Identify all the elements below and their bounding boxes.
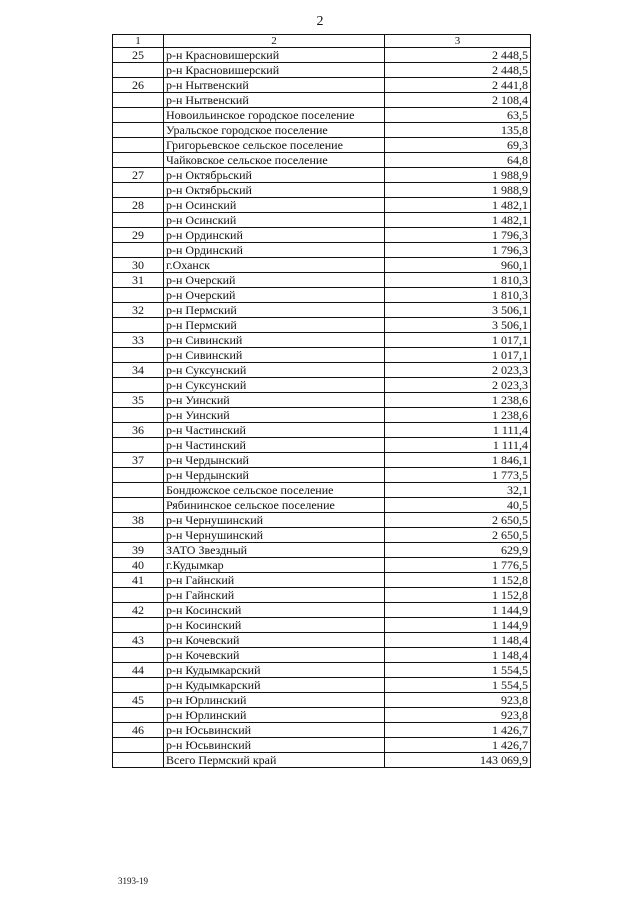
amount-cell: 923,8: [385, 693, 531, 708]
table-row: [113, 183, 531, 198]
territory-name-cell: Всего Пермский край: [164, 753, 385, 768]
territory-name-cell: р-н Пермский: [164, 318, 385, 333]
territory-name-cell: р-н Красновишерский: [164, 48, 385, 63]
territory-name-cell: р-н Октябрьский: [164, 168, 385, 183]
header-col-2: 2: [164, 35, 385, 48]
table-row: [113, 408, 531, 423]
row-number-cell: 41: [113, 573, 164, 588]
territory-name-cell: г.Оханск: [164, 258, 385, 273]
territory-name-cell: р-н Уинский: [164, 408, 385, 423]
amount-cell: 1 148,4: [385, 633, 531, 648]
row-number-cell: 40: [113, 558, 164, 573]
row-number-cell: [113, 708, 164, 723]
amount-cell: 63,5: [385, 108, 531, 123]
table-row: [113, 108, 531, 123]
table-row: [113, 303, 531, 318]
amount-cell: 1 796,3: [385, 243, 531, 258]
amount-cell: 923,8: [385, 708, 531, 723]
table-row: [113, 318, 531, 333]
row-number-cell: 26: [113, 78, 164, 93]
table-row: [113, 648, 531, 663]
table-row: [113, 258, 531, 273]
table-row: [113, 168, 531, 183]
territory-name-cell: р-н Чернушинский: [164, 528, 385, 543]
table-row: [113, 723, 531, 738]
amount-cell: 3 506,1: [385, 303, 531, 318]
table-row: [113, 78, 531, 93]
territory-name-cell: р-н Ординский: [164, 228, 385, 243]
territory-name-cell: р-н Гайнский: [164, 573, 385, 588]
territory-name-cell: Уральское городское поселение: [164, 123, 385, 138]
table-row: [113, 273, 531, 288]
territory-name-cell: р-н Осинский: [164, 213, 385, 228]
territory-name-cell: р-н Частинский: [164, 423, 385, 438]
territory-name-cell: р-н Юрлинский: [164, 708, 385, 723]
row-number-cell: 39: [113, 543, 164, 558]
amount-cell: 1 238,6: [385, 393, 531, 408]
table-row: [113, 243, 531, 258]
amount-cell: 1 426,7: [385, 723, 531, 738]
amount-cell: 2 108,4: [385, 93, 531, 108]
territory-name-cell: р-н Чердынский: [164, 453, 385, 468]
territory-name-cell: р-н Косинский: [164, 603, 385, 618]
row-number-cell: 25: [113, 48, 164, 63]
row-number-cell: [113, 588, 164, 603]
territory-name-cell: р-н Нытвенский: [164, 78, 385, 93]
row-number-cell: 46: [113, 723, 164, 738]
amount-cell: 1 148,4: [385, 648, 531, 663]
amount-cell: 2 650,5: [385, 528, 531, 543]
amount-cell: 40,5: [385, 498, 531, 513]
amount-cell: 1 017,1: [385, 348, 531, 363]
territory-name-cell: Новоильинское городское поселение: [164, 108, 385, 123]
table-row: [113, 528, 531, 543]
table-row: [113, 753, 531, 768]
table-row: [113, 198, 531, 213]
territory-name-cell: р-н Кочевский: [164, 633, 385, 648]
amount-cell: 1 810,3: [385, 273, 531, 288]
row-number-cell: 33: [113, 333, 164, 348]
row-number-cell: 34: [113, 363, 164, 378]
amount-cell: 1 111,4: [385, 423, 531, 438]
territory-name-cell: р-н Косинский: [164, 618, 385, 633]
row-number-cell: [113, 243, 164, 258]
amount-cell: 1 554,5: [385, 678, 531, 693]
row-number-cell: [113, 648, 164, 663]
row-number-cell: [113, 483, 164, 498]
page-number: 2: [316, 14, 324, 29]
row-number-cell: 37: [113, 453, 164, 468]
table-row: [113, 468, 531, 483]
header-row: [113, 35, 531, 48]
amount-cell: 1 111,4: [385, 438, 531, 453]
amount-cell: 1 796,3: [385, 228, 531, 243]
row-number-cell: [113, 378, 164, 393]
territory-name-cell: р-н Гайнский: [164, 588, 385, 603]
territory-name-cell: р-н Очерский: [164, 288, 385, 303]
territory-name-cell: р-н Кудымкарский: [164, 663, 385, 678]
table-row: [113, 738, 531, 753]
amount-cell: 1 152,8: [385, 573, 531, 588]
amount-cell: 3 506,1: [385, 318, 531, 333]
row-number-cell: 43: [113, 633, 164, 648]
territory-name-cell: р-н Частинский: [164, 438, 385, 453]
amount-cell: 1 988,9: [385, 183, 531, 198]
amount-cell: 2 448,5: [385, 48, 531, 63]
territory-name-cell: р-н Красновишерский: [164, 63, 385, 78]
table-row: [113, 708, 531, 723]
row-number-cell: [113, 153, 164, 168]
amount-cell: 143 069,9: [385, 753, 531, 768]
territory-name-cell: р-н Уинский: [164, 393, 385, 408]
table-row: [113, 333, 531, 348]
row-number-cell: [113, 738, 164, 753]
territory-name-cell: р-н Кочевский: [164, 648, 385, 663]
table-row: [113, 663, 531, 678]
amount-cell: 2 023,3: [385, 378, 531, 393]
row-number-cell: [113, 93, 164, 108]
amount-cell: 1 482,1: [385, 213, 531, 228]
amount-cell: 960,1: [385, 258, 531, 273]
territory-name-cell: р-н Сивинский: [164, 333, 385, 348]
table-row: [113, 48, 531, 63]
row-number-cell: 30: [113, 258, 164, 273]
amount-cell: 1 144,9: [385, 618, 531, 633]
header-col-3: 3: [385, 35, 531, 48]
footer-document-code: 3193-19: [118, 876, 148, 886]
table-row: [113, 678, 531, 693]
table-row: [113, 213, 531, 228]
header-col-1: 1: [113, 35, 164, 48]
amount-cell: 1 773,5: [385, 468, 531, 483]
territory-name-cell: р-н Юсьвинский: [164, 723, 385, 738]
row-number-cell: [113, 678, 164, 693]
row-number-cell: [113, 183, 164, 198]
row-number-cell: 45: [113, 693, 164, 708]
table-row: [113, 633, 531, 648]
table-row: [113, 543, 531, 558]
table-row: [113, 603, 531, 618]
table-row: [113, 513, 531, 528]
territory-name-cell: Григорьевское сельское поселение: [164, 138, 385, 153]
table-row: [113, 588, 531, 603]
territory-name-cell: р-н Сивинский: [164, 348, 385, 363]
table-row: [113, 438, 531, 453]
territory-name-cell: р-н Октябрьский: [164, 183, 385, 198]
row-number-cell: 42: [113, 603, 164, 618]
table-row: [113, 138, 531, 153]
table-row: [113, 573, 531, 588]
territory-name-cell: р-н Суксунский: [164, 378, 385, 393]
territory-name-cell: р-н Кудымкарский: [164, 678, 385, 693]
row-number-cell: [113, 288, 164, 303]
row-number-cell: 31: [113, 273, 164, 288]
amount-cell: 2 650,5: [385, 513, 531, 528]
amount-cell: 1 988,9: [385, 168, 531, 183]
table-row: [113, 228, 531, 243]
row-number-cell: [113, 468, 164, 483]
amount-cell: 1 144,9: [385, 603, 531, 618]
table-row: [113, 378, 531, 393]
row-number-cell: [113, 438, 164, 453]
amount-cell: 32,1: [385, 483, 531, 498]
territory-name-cell: р-н Чернушинский: [164, 513, 385, 528]
row-number-cell: 29: [113, 228, 164, 243]
territory-name-cell: р-н Осинский: [164, 198, 385, 213]
table-row: [113, 483, 531, 498]
amount-cell: 1 776,5: [385, 558, 531, 573]
territory-name-cell: р-н Очерский: [164, 273, 385, 288]
data-table: [112, 34, 531, 768]
table-row: [113, 288, 531, 303]
row-number-cell: 32: [113, 303, 164, 318]
table-row: [113, 63, 531, 78]
territory-name-cell: Чайковское сельское поселение: [164, 153, 385, 168]
table-row: [113, 558, 531, 573]
amount-cell: 1 426,7: [385, 738, 531, 753]
amount-cell: 2 441,8: [385, 78, 531, 93]
row-number-cell: [113, 123, 164, 138]
row-number-cell: [113, 348, 164, 363]
territory-name-cell: Рябининское сельское поселение: [164, 498, 385, 513]
row-number-cell: [113, 408, 164, 423]
amount-cell: 1 238,6: [385, 408, 531, 423]
row-number-cell: [113, 498, 164, 513]
row-number-cell: 36: [113, 423, 164, 438]
row-number-cell: [113, 138, 164, 153]
territory-name-cell: р-н Нытвенский: [164, 93, 385, 108]
row-number-cell: 28: [113, 198, 164, 213]
table-row: [113, 453, 531, 468]
amount-cell: 2 023,3: [385, 363, 531, 378]
territory-name-cell: Бондюжское сельское поселение: [164, 483, 385, 498]
amount-cell: 1 017,1: [385, 333, 531, 348]
row-number-cell: [113, 63, 164, 78]
amount-cell: 2 448,5: [385, 63, 531, 78]
territory-name-cell: р-н Юсьвинский: [164, 738, 385, 753]
amount-cell: 1 554,5: [385, 663, 531, 678]
territory-name-cell: р-н Суксунский: [164, 363, 385, 378]
row-number-cell: 27: [113, 168, 164, 183]
table-row: [113, 693, 531, 708]
territory-name-cell: р-н Ординский: [164, 243, 385, 258]
amount-cell: 64,8: [385, 153, 531, 168]
amount-cell: 69,3: [385, 138, 531, 153]
territory-name-cell: г.Кудымкар: [164, 558, 385, 573]
table-row: [113, 498, 531, 513]
table-row: [113, 348, 531, 363]
amount-cell: 1 482,1: [385, 198, 531, 213]
table-row: [113, 423, 531, 438]
table-row: [113, 618, 531, 633]
amount-cell: 629,9: [385, 543, 531, 558]
row-number-cell: [113, 618, 164, 633]
row-number-cell: 38: [113, 513, 164, 528]
row-number-cell: 35: [113, 393, 164, 408]
territory-name-cell: р-н Юрлинский: [164, 693, 385, 708]
amount-cell: 135,8: [385, 123, 531, 138]
table-row: [113, 363, 531, 378]
row-number-cell: [113, 108, 164, 123]
table-row: [113, 393, 531, 408]
amount-cell: 1 152,8: [385, 588, 531, 603]
row-number-cell: [113, 528, 164, 543]
row-number-cell: 44: [113, 663, 164, 678]
table-row: [113, 153, 531, 168]
amount-cell: 1 846,1: [385, 453, 531, 468]
row-number-cell: [113, 213, 164, 228]
territory-name-cell: р-н Чердынский: [164, 468, 385, 483]
table-row: [113, 93, 531, 108]
territory-name-cell: р-н Пермский: [164, 303, 385, 318]
row-number-cell: [113, 753, 164, 768]
row-number-cell: [113, 318, 164, 333]
table-row: [113, 123, 531, 138]
territory-name-cell: ЗАТО Звездный: [164, 543, 385, 558]
amount-cell: 1 810,3: [385, 288, 531, 303]
